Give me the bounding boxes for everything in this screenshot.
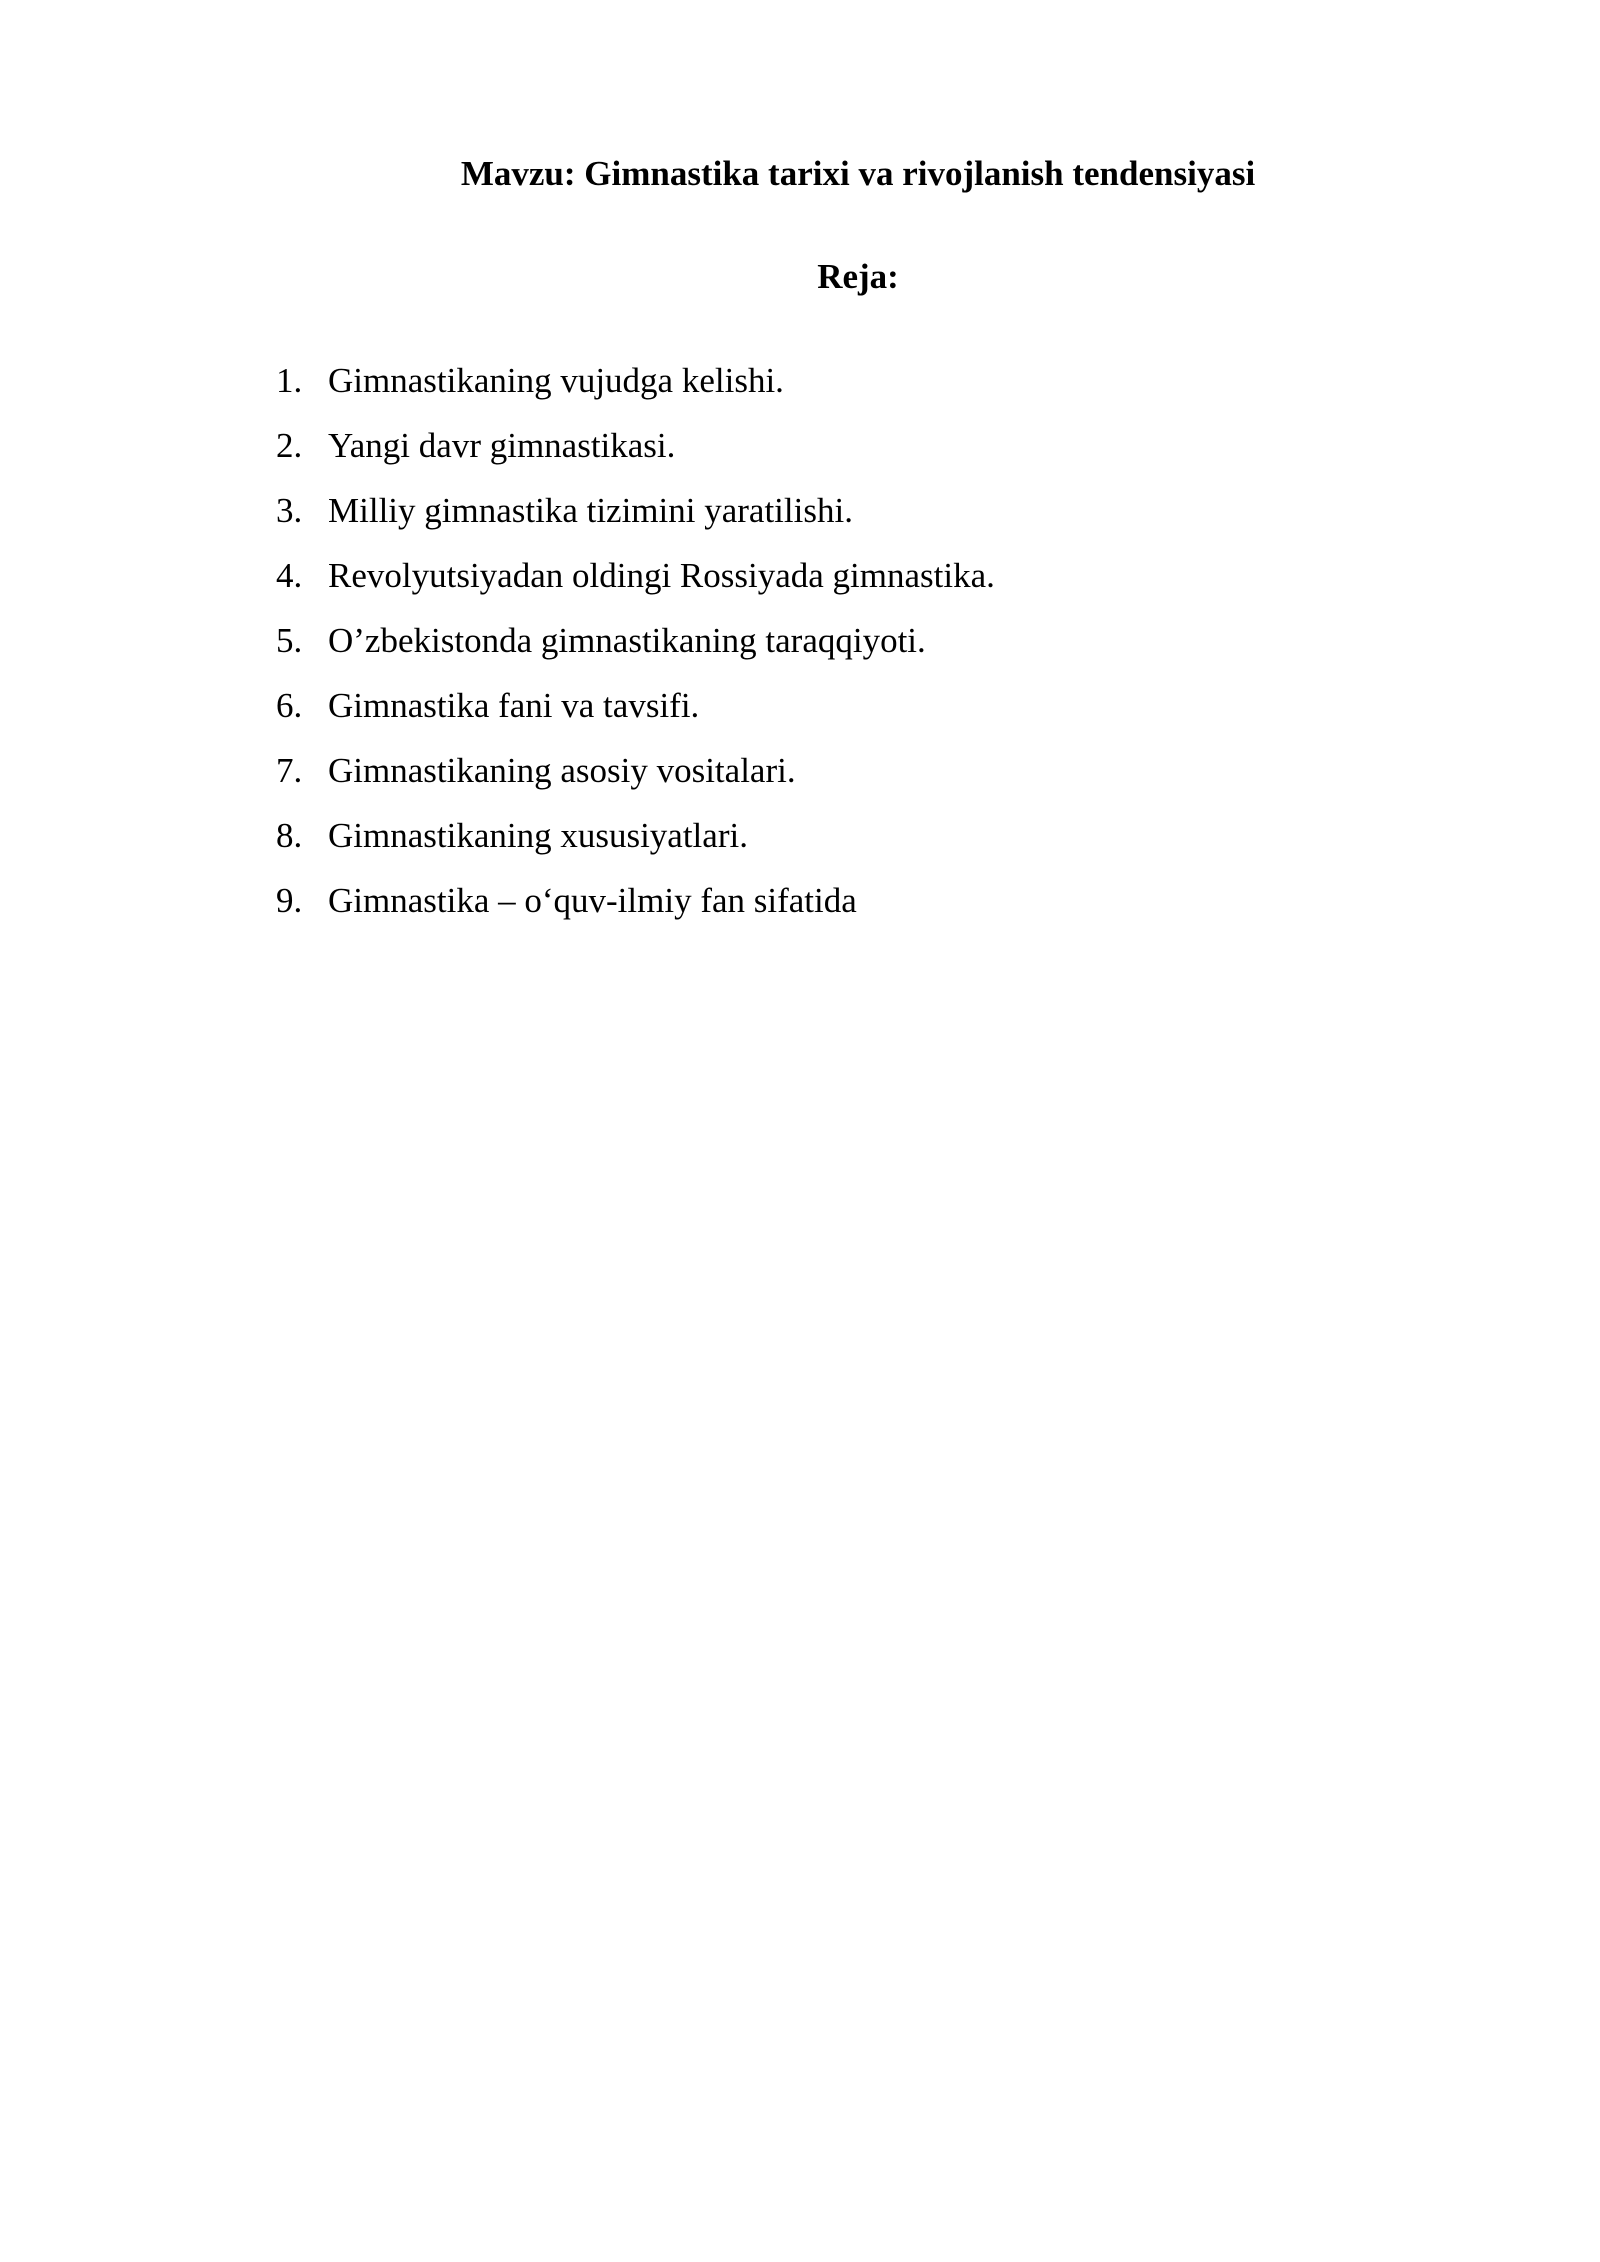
- list-item-number: 9.: [276, 881, 303, 920]
- list-item-number: 8.: [276, 816, 303, 855]
- list-item-number: 7.: [276, 751, 303, 790]
- list-item-number: 3.: [276, 491, 303, 530]
- list-item-text: Gimnastika fani va tavsifi.: [328, 686, 700, 725]
- list-item: [276, 619, 995, 684]
- list-item: [276, 424, 995, 489]
- plan-heading: Reja:: [817, 257, 899, 296]
- list-item-text: Yangi davr gimnastikasi.: [328, 426, 676, 465]
- list-item-text: Gimnastika – o‘quv-ilmiy fan sifatida: [328, 881, 857, 920]
- list-item-text: Milliy gimnastika tizimini yaratilishi.: [328, 491, 853, 530]
- list-item-number: 2.: [276, 426, 303, 465]
- list-item: [276, 814, 995, 879]
- list-item-number: 5.: [276, 621, 303, 660]
- list-item-text: Gimnastikaning xususiyatlari.: [328, 816, 748, 855]
- list-item: [276, 359, 995, 424]
- list-item: [276, 554, 995, 619]
- list-item-number: 4.: [276, 556, 303, 595]
- plan-list: [276, 359, 995, 944]
- list-item-text: Gimnastikaning vujudga kelishi.: [328, 361, 784, 400]
- list-item: [276, 879, 995, 944]
- list-item: [276, 489, 995, 554]
- list-item-text: O’zbekistonda gimnastikaning taraqqiyoti.: [328, 621, 926, 660]
- list-item-number: 1.: [276, 361, 303, 400]
- list-item-text: Revolyutsiyadan oldingi Rossiyada gimnastika.: [328, 556, 995, 595]
- list-item: [276, 684, 995, 749]
- list-item: [276, 749, 995, 814]
- list-item-number: 6.: [276, 686, 303, 725]
- list-item-text: Gimnastikaning asosiy vositalari.: [328, 751, 796, 790]
- document-title: Mavzu: Gimnastika tarixi va rivojlanish tendensiyasi: [460, 154, 1256, 193]
